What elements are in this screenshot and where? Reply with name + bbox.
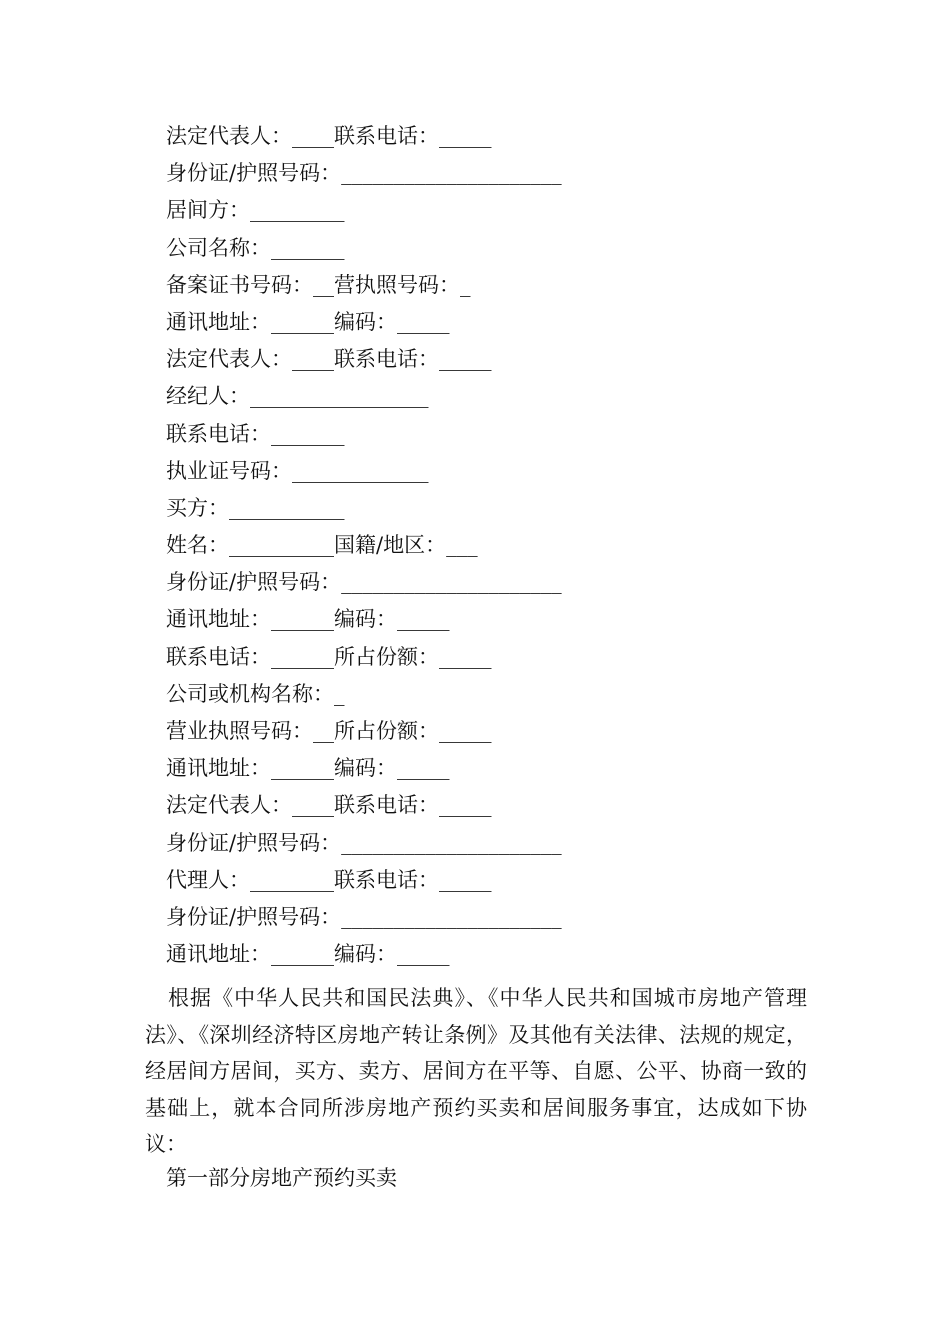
party-info-lines bbox=[166, 118, 826, 973]
form-line: 法定代表人：____联系电话：_____ bbox=[166, 347, 492, 372]
form-line: 备案证书号码：__营执照号码：_ bbox=[166, 272, 471, 297]
form-line: 通讯地址：______编码：_____ bbox=[166, 942, 450, 967]
form-line: 姓名：__________国籍/地区：___ bbox=[166, 533, 478, 558]
form-line: 联系电话：______所占份额：_____ bbox=[166, 644, 492, 669]
form-line: 公司或机构名称：_ bbox=[166, 681, 345, 706]
form-line: 法定代表人：____联系电话：_____ bbox=[166, 124, 492, 148]
form-line: 营业执照号码：__所占份额：_____ bbox=[166, 719, 492, 743]
form-line: 经纪人：_________________ bbox=[166, 384, 429, 409]
form-line: 联系电话：_______ bbox=[166, 421, 345, 446]
form-line: 通讯地址：______编码：_____ bbox=[166, 756, 450, 781]
form-line: 通讯地址：______编码：_____ bbox=[166, 607, 450, 632]
form-line: 居间方：_________ bbox=[166, 198, 345, 223]
form-line: 身份证/护照号码：_____________________ bbox=[166, 570, 562, 595]
form-line: 代理人：________联系电话：_____ bbox=[166, 867, 492, 892]
form-line: 通讯地址：______编码：_____ bbox=[166, 309, 450, 334]
form-line: 公司名称：_______ bbox=[166, 235, 345, 260]
form-line: 身份证/护照号码：_____________________ bbox=[166, 904, 562, 929]
section-heading: 第一部分房地产预约买卖 bbox=[166, 1166, 397, 1190]
agreement-preamble-paragraph: 根据《中华人民共和国民法典》、《中华人民共和国城市房地产管理法》、《深圳经济特区房地产转让条例》及其他有关法律、法规的规定，经居间方居间，买方、卖方、居间方在平等、自愿、公平、协商一致的基础上，就本合同所涉房地产预约买卖和居间服务事宜，达成如下协议： bbox=[145, 986, 807, 1157]
form-line: 身份证/护照号码：_____________________ bbox=[166, 830, 562, 855]
form-line: 执业证号码：_____________ bbox=[166, 458, 429, 483]
form-line: 买方：___________ bbox=[166, 495, 345, 520]
form-line: 身份证/护照号码：_____________________ bbox=[166, 161, 562, 186]
form-line: 法定代表人：____联系电话：_____ bbox=[166, 793, 492, 818]
